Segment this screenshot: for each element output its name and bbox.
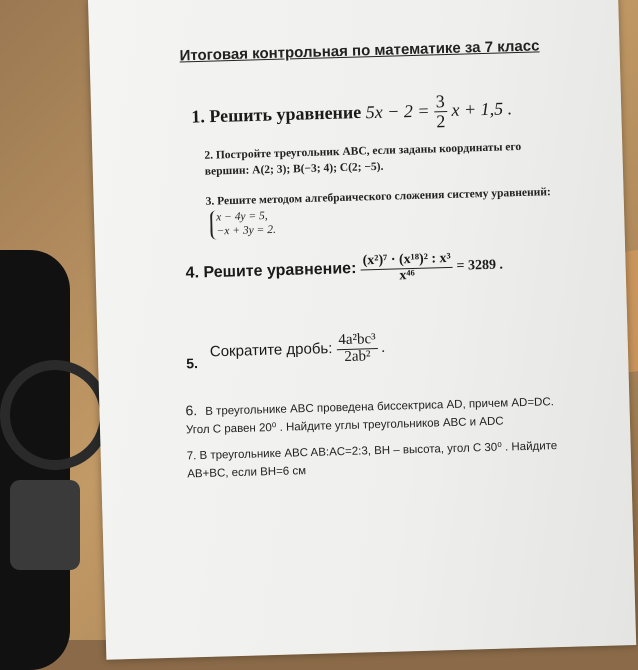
task-3 [205, 185, 566, 240]
task-5-label: Сократите дробь: [209, 340, 333, 361]
bag-buckle [10, 480, 80, 570]
worksheet-paper [88, 0, 636, 660]
task-7-line1: 7. В треугольнике ABC AB:AC=2:3, BH – высота, угол С 30⁰ . Найдите [186, 440, 558, 463]
task-5 [209, 332, 385, 369]
task-5-fraction: $\frac{\text{4a²bc³}}{\text{2ab²}}$ . [338, 331, 386, 365]
task-6 [185, 389, 566, 440]
bag-strap-ring [0, 360, 110, 470]
task-4-expression: $\frac{\text{(x²)⁷ · (x¹⁸)² : x³}}{\text{x⁴⁶}}$ = 3289 . [362, 250, 504, 284]
task-1-label: 1. Решить уравнение [191, 101, 362, 127]
task-1 [191, 90, 513, 138]
task-5-number: 5. [185, 355, 199, 372]
task-6-line2: Угол С равен 20⁰ . Найдите углы треугольников ABC и ADC [185, 415, 504, 437]
task-4-label: 4. Решите уравнение: [185, 260, 357, 282]
task-3-system: x − 4y = 5, −x + 3y = 2. [210, 208, 276, 240]
task-7-line2: AB+BC, если BH=6 см [187, 465, 307, 481]
worksheet-title: Итоговая контрольная по математике за 7 класс [179, 37, 540, 65]
task-7 [187, 437, 568, 484]
task-6-line1: В треугольнике ABC проведена биссектриса AD, причем AD=DC. [205, 396, 555, 418]
task-1-fraction: $\frac{3}{2}$ [435, 91, 446, 132]
task-3-text: 3. Решите методом алгебраического сложения систему уравнений: [205, 186, 551, 208]
task-2: 2. Постройте треугольник ABC, если заданы координаты его вершин: A(2; 3); B(−3; 4); C(2; −5). [204, 140, 522, 178]
task-1-equation: 5x − 2 = $\frac{3}{2}$ x + 1,5 . [365, 91, 513, 132]
task-6-number: 6. [185, 402, 198, 419]
task-4 [185, 251, 503, 290]
